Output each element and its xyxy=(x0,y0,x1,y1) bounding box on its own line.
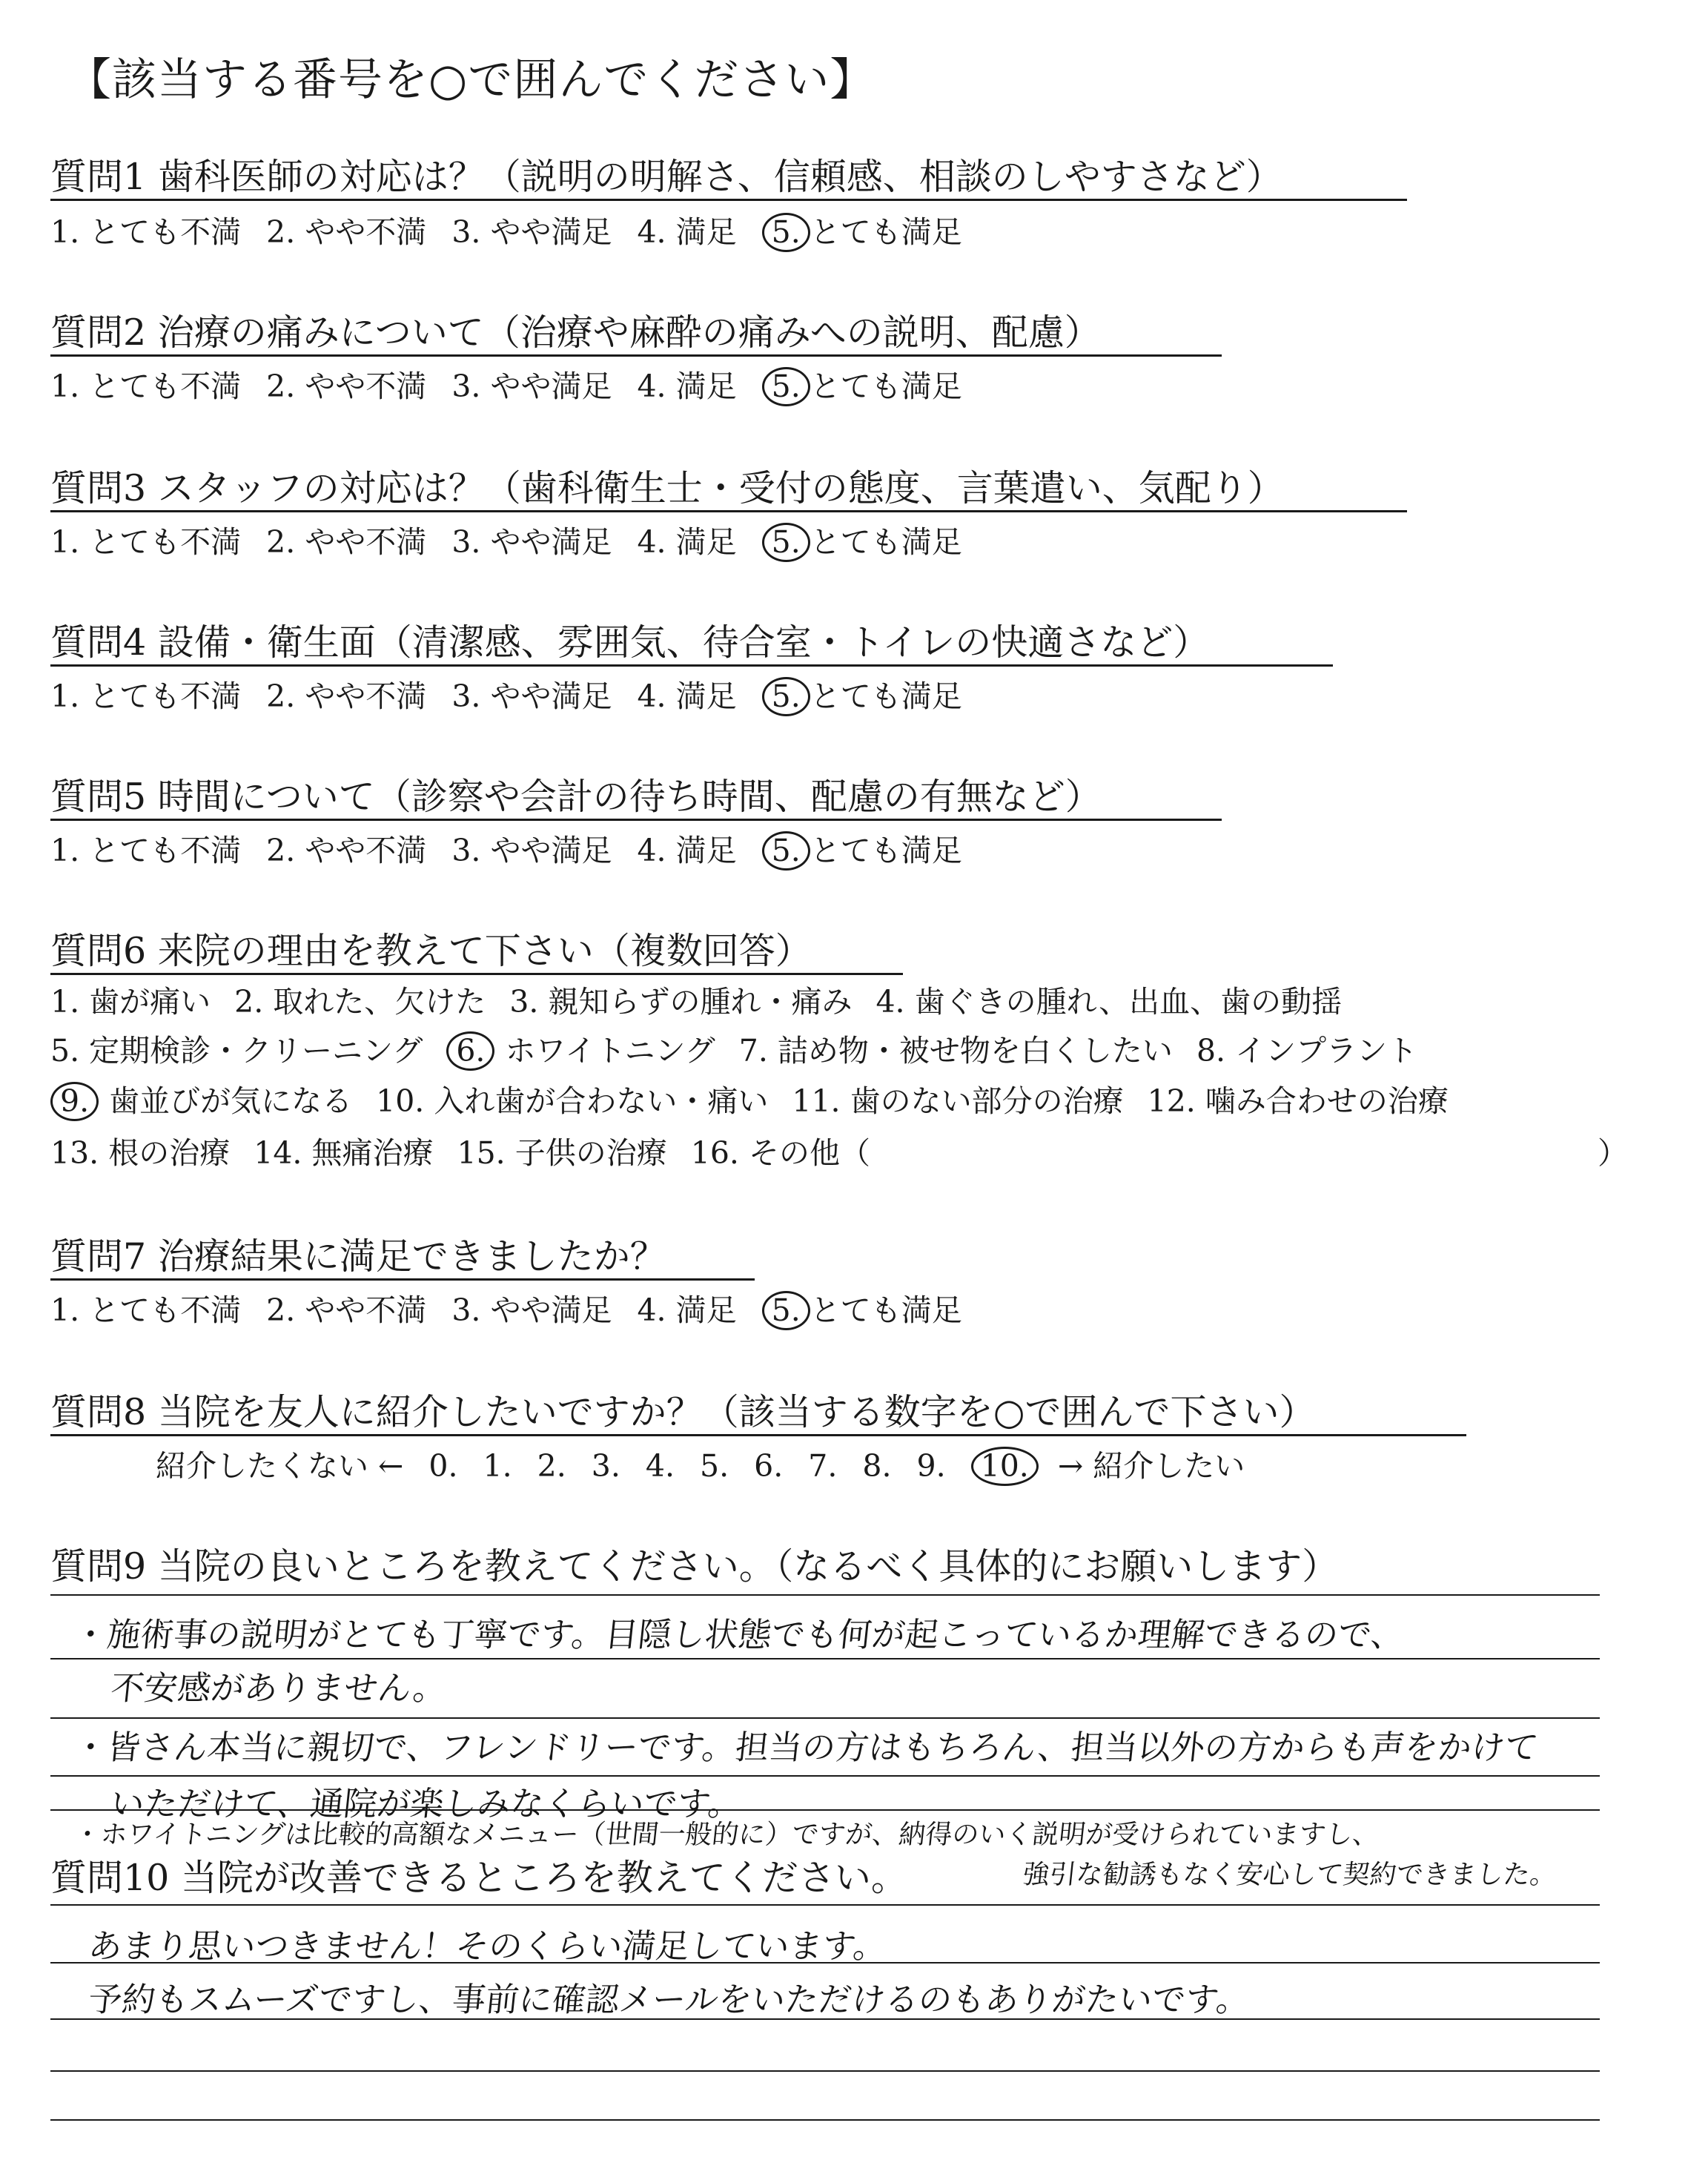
option-1[interactable]: 1. とても不満 xyxy=(50,214,242,250)
q9-answer-line-5: ・ホワイトニングは比較的高額なメニュー（世間一般的に）ですが、納得のいく説明が受けられていますし、 xyxy=(72,1820,1381,1850)
option-5-text: とても満足 xyxy=(810,1292,962,1328)
option-1[interactable]: 1. とても不満 xyxy=(50,1292,242,1328)
question-2-options xyxy=(50,362,962,406)
option-5-text: とても満足 xyxy=(810,214,962,250)
answer-line xyxy=(50,1594,1600,1596)
question-6-underline xyxy=(50,973,903,975)
reason-9-text: 歯並びが気になる xyxy=(109,1083,353,1119)
question-4-label: 質問4 設備・衛生面（清潔感、雰囲気、待合室・トイレの快適さなど） xyxy=(50,621,1210,664)
reason-1[interactable]: 1. 歯が痛い xyxy=(50,984,211,1020)
reason-11[interactable]: 11. 歯のない部分の治療 xyxy=(792,1083,1124,1119)
option-5-circled[interactable]: 5. xyxy=(762,213,810,252)
question-1-label: 質問1 歯科医師の対応は？（説明の明解さ、信頼感、相談のしやすさなど） xyxy=(50,156,1282,198)
reason-12[interactable]: 12. 噛み合わせの治療 xyxy=(1147,1083,1449,1119)
reason-9-circled[interactable]: 9. xyxy=(50,1082,99,1121)
answer-line xyxy=(50,1658,1600,1659)
option-2[interactable]: 2. やや不満 xyxy=(266,678,427,714)
option-3[interactable]: 3. やや満足 xyxy=(451,369,612,404)
option-2[interactable]: 2. やや不満 xyxy=(266,833,427,868)
reason-5[interactable]: 5. 定期検診・クリーニング xyxy=(50,1033,423,1069)
question-6-label: 質問6 来院の理由を教えて下さい（複数回答） xyxy=(50,930,812,972)
scale-8[interactable]: 8. xyxy=(862,1448,892,1484)
scale-0[interactable]: 0. xyxy=(428,1448,458,1484)
form-title: 【該当する番号を○で囲んでください】 xyxy=(67,54,875,106)
scale-right-label: → 紹介したい xyxy=(1057,1448,1245,1484)
reason-15[interactable]: 15. 子供の治療 xyxy=(457,1135,667,1171)
option-3[interactable]: 3. やや満足 xyxy=(451,1292,612,1328)
scale-1[interactable]: 1. xyxy=(483,1448,512,1484)
q9-answer-line-4: いただけて、通院が楽しみなくらいです。 xyxy=(108,1784,744,1823)
scale-10-circled[interactable]: 10. xyxy=(971,1447,1039,1486)
option-4[interactable]: 4. 満足 xyxy=(637,214,737,250)
scale-4[interactable]: 4. xyxy=(645,1448,675,1484)
question-2-underline xyxy=(50,354,1222,357)
scale-9[interactable]: 9. xyxy=(916,1448,946,1484)
option-1[interactable]: 1. とても不満 xyxy=(50,833,242,868)
option-3[interactable]: 3. やや満足 xyxy=(451,524,612,560)
option-4[interactable]: 4. 満足 xyxy=(637,369,737,404)
option-5-text: とても満足 xyxy=(810,524,962,560)
question-5-options xyxy=(50,826,962,871)
question-10-label: 質問10 当院が改善できるところを教えてください。 xyxy=(50,1857,907,1899)
option-3[interactable]: 3. やや満足 xyxy=(451,833,612,868)
reason-14[interactable]: 14. 無痛治療 xyxy=(254,1135,434,1171)
option-5-circled[interactable]: 5. xyxy=(762,367,810,406)
option-1[interactable]: 1. とても不満 xyxy=(50,678,242,714)
question-6-row-4 xyxy=(50,1129,870,1172)
question-6-row-1 xyxy=(50,977,1342,1021)
scale-left-label: 紹介したくない ← xyxy=(156,1448,404,1484)
option-5-circled[interactable]: 5. xyxy=(762,677,810,716)
option-3[interactable]: 3. やや満足 xyxy=(451,214,612,250)
question-6-row-3 xyxy=(50,1077,1449,1121)
question-7-options xyxy=(50,1286,962,1330)
option-2[interactable]: 2. やや不満 xyxy=(266,369,427,404)
reason-10[interactable]: 10. 入れ歯が合わない・痛い xyxy=(376,1083,769,1119)
reason-3[interactable]: 3. 親知らずの腫れ・痛み xyxy=(509,984,853,1020)
reason-6-text: ホワイトニング xyxy=(505,1033,715,1069)
question-2-label: 質問2 治療の痛みについて（治療や麻酔の痛みへの説明、配慮） xyxy=(50,311,1101,354)
scale-2[interactable]: 2. xyxy=(537,1448,566,1484)
reason-6-circled[interactable]: 6. xyxy=(446,1031,494,1071)
option-2[interactable]: 2. やや不満 xyxy=(266,1292,427,1328)
scale-7[interactable]: 7. xyxy=(808,1448,838,1484)
answer-line xyxy=(50,1717,1600,1719)
scale-5[interactable]: 5. xyxy=(700,1448,729,1484)
option-1[interactable]: 1. とても不満 xyxy=(50,524,242,560)
q9-answer-line-1: ・施術事の説明がとても丁寧です。目隠し状態でも何が起こっているか理解できるので、 xyxy=(71,1615,1406,1654)
reason-4[interactable]: 4. 歯ぐきの腫れ、出血、歯の動揺 xyxy=(875,984,1343,1020)
answer-line xyxy=(50,2070,1600,2072)
question-9-label: 質問9 当院の良いところを教えてください。（なるべく具体的にお願いします） xyxy=(50,1545,1339,1588)
question-7-underline xyxy=(50,1278,755,1281)
question-5-underline xyxy=(50,819,1222,821)
reason-16[interactable]: 16. その他（ xyxy=(690,1135,870,1171)
question-1-underline xyxy=(50,199,1407,201)
option-5-circled[interactable]: 5. xyxy=(762,831,810,871)
reason-13[interactable]: 13. 根の治療 xyxy=(50,1135,231,1171)
option-5-text: とても満足 xyxy=(810,833,962,868)
option-4[interactable]: 4. 満足 xyxy=(637,1292,737,1328)
q9-answer-line-2: 不安感がありません。 xyxy=(108,1668,449,1708)
question-4-underline xyxy=(50,664,1333,667)
q9-answer-line-3: ・皆さん本当に親切で、フレンドリーです。担当の方はもちろん、担当以外の方からも声をかけて xyxy=(71,1728,1540,1767)
option-4[interactable]: 4. 満足 xyxy=(637,524,737,560)
question-7-label: 質問7 治療結果に満足できましたか？ xyxy=(50,1235,666,1278)
reason-7[interactable]: 7. 詰め物・被せ物を白くしたい xyxy=(738,1033,1173,1069)
scale-6[interactable]: 6. xyxy=(754,1448,784,1484)
reason-16-close-paren: ） xyxy=(1598,1135,1628,1171)
option-2[interactable]: 2. やや不満 xyxy=(266,214,427,250)
option-5-circled[interactable]: 5. xyxy=(762,523,810,562)
question-3-label: 質問3 スタッフの対応は？（歯科衛生士・受付の態度、言葉遣い、気配り） xyxy=(50,467,1284,509)
option-2[interactable]: 2. やや不満 xyxy=(266,524,427,560)
option-4[interactable]: 4. 満足 xyxy=(637,833,737,868)
scale-3[interactable]: 3. xyxy=(591,1448,620,1484)
option-4[interactable]: 4. 満足 xyxy=(637,678,737,714)
question-6-row-2 xyxy=(50,1026,1417,1071)
question-8-underline xyxy=(50,1434,1466,1436)
q10-answer-line-2: 予約もスムーズですし、事前に確認メールをいただけるのもありがたいです。 xyxy=(86,1980,1252,2019)
reason-8[interactable]: 8. インプラント xyxy=(1196,1033,1418,1069)
q9-answer-line-6: 強引な勧誘もなく安心して契約できました。 xyxy=(1021,1860,1558,1890)
question-5-label: 質問5 時間について（診察や会計の待ち時間、配慮の有無など） xyxy=(50,776,1102,818)
option-5-text: とても満足 xyxy=(810,678,962,714)
answer-line xyxy=(50,2119,1600,2121)
question-1-options xyxy=(50,208,962,252)
question-4-options xyxy=(50,672,962,716)
reason-2[interactable]: 2. 取れた、欠けた xyxy=(234,984,486,1020)
option-5-text: とても満足 xyxy=(810,369,962,404)
option-3[interactable]: 3. やや満足 xyxy=(451,678,612,714)
question-3-options xyxy=(50,518,962,562)
option-5-circled[interactable]: 5. xyxy=(762,1291,810,1330)
q10-answer-line-1: あまり思いつきません！そのくらい満足しています。 xyxy=(86,1926,889,1966)
question-8-label: 質問8 当院を友人に紹介したいですか？（該当する数字を○で囲んで下さい） xyxy=(50,1391,1316,1433)
question-8-scale xyxy=(156,1441,1245,1486)
answer-line xyxy=(50,1904,1600,1906)
question-3-underline xyxy=(50,510,1407,512)
option-1[interactable]: 1. とても不満 xyxy=(50,369,242,404)
